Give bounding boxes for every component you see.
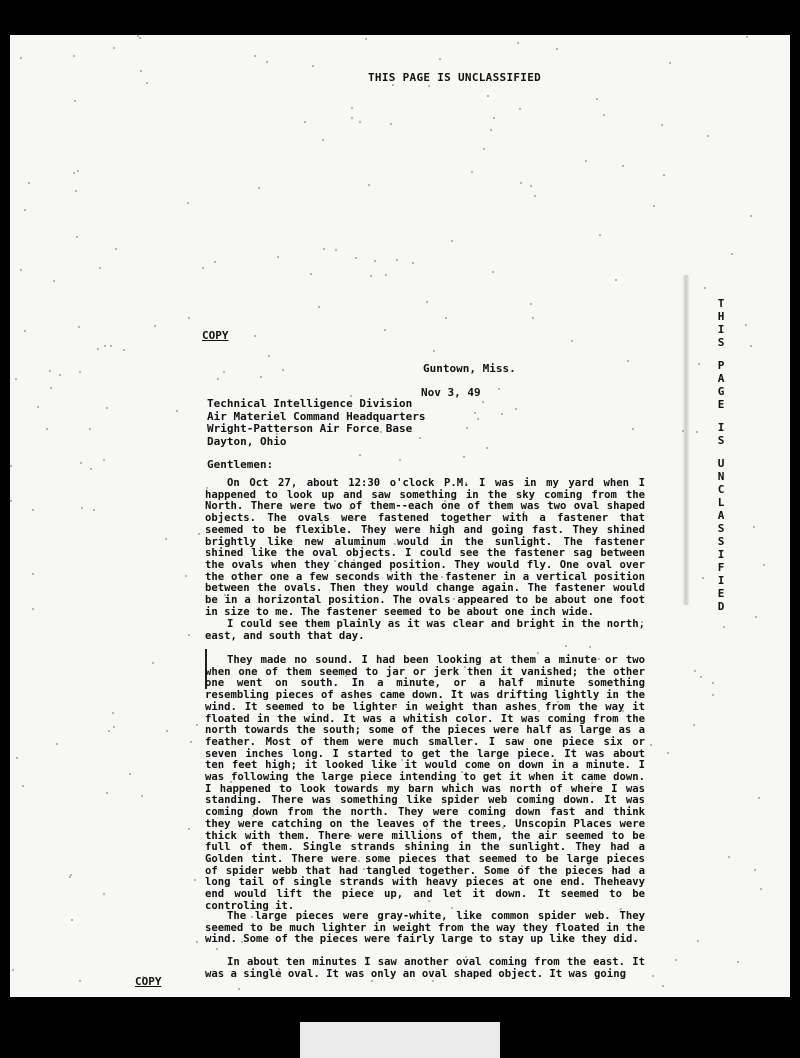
scan-speck [390, 123, 392, 125]
scan-speck [603, 114, 605, 116]
copy-label-bottom: COPY [135, 975, 162, 988]
scan-speck [188, 317, 190, 319]
side-stamp-letter: S [717, 434, 725, 447]
scan-speck [194, 879, 196, 881]
scan-speck [282, 369, 284, 371]
scan-speck [498, 388, 500, 390]
scan-speck [198, 533, 200, 535]
scan-speck [750, 215, 752, 217]
scan-speck [196, 724, 198, 726]
scan-speck [335, 249, 337, 251]
scan-speck [69, 876, 71, 878]
scan-speck [260, 376, 262, 378]
scan-speck [190, 741, 192, 743]
scan-speck [615, 279, 617, 281]
side-stamp-letter: S [717, 336, 725, 349]
scan-speck [519, 108, 521, 110]
scan-speck [530, 303, 532, 305]
scan-speck [32, 608, 34, 610]
scan-speck [471, 171, 473, 173]
scan-speck [599, 234, 601, 236]
scan-speck [697, 940, 699, 942]
scan-speck [370, 275, 372, 277]
document-page [10, 35, 790, 997]
scan-speck [10, 465, 12, 467]
scan-speck [466, 427, 468, 429]
scan-speck [16, 757, 18, 759]
scan-speck [385, 274, 387, 276]
scan-speck [28, 182, 30, 184]
scan-speck [53, 280, 55, 282]
scan-speck [214, 261, 216, 263]
scan-speck [20, 57, 22, 59]
scan-speck [10, 500, 12, 502]
side-stamp-letter: I [717, 574, 725, 587]
scan-speck [728, 856, 730, 858]
scan-speck [696, 431, 698, 433]
scan-speck [188, 634, 190, 636]
scan-speck [758, 797, 760, 799]
scan-speck [312, 65, 314, 67]
scan-speck [76, 236, 78, 238]
scan-speck [22, 785, 24, 787]
side-stamp-letter: S [717, 522, 725, 535]
scan-artifact [682, 275, 690, 605]
letter-place: Guntown, Miss. [423, 362, 516, 375]
scan-speck [106, 792, 108, 794]
scan-speck [59, 374, 61, 376]
scan-speck [745, 324, 747, 326]
side-stamp-letter: F [717, 561, 725, 574]
scan-speck [760, 888, 762, 890]
scan-speck [46, 428, 48, 430]
side-stamp-letter: A [717, 372, 725, 385]
scan-speck [374, 260, 376, 262]
scan-speck [49, 370, 51, 372]
side-classification-stamp [713, 297, 729, 613]
side-stamp-letter: P [717, 359, 725, 372]
scan-speck [268, 355, 270, 357]
scan-speck [351, 117, 353, 119]
scan-speck [463, 456, 465, 458]
scan-speck [24, 209, 26, 211]
scan-speck [662, 985, 664, 987]
side-stamp-letter: E [717, 587, 725, 600]
letter-date: Nov 3, 49 [421, 386, 481, 399]
scan-speck [556, 48, 558, 50]
scan-speck [712, 682, 714, 684]
scan-speck [396, 259, 398, 261]
scan-speck [399, 459, 401, 461]
scan-speck [99, 267, 101, 269]
scan-speck [113, 47, 115, 49]
scan-speck [185, 575, 187, 577]
scan-speck [310, 273, 312, 275]
side-stamp-letter: L [717, 496, 725, 509]
side-stamp-letter: S [717, 535, 725, 548]
scan-speck [351, 107, 353, 109]
scan-speck [73, 55, 75, 57]
scan-speck [90, 468, 92, 470]
copy-label-top: COPY [202, 329, 229, 342]
scan-speck [700, 676, 702, 678]
scan-speck [71, 919, 73, 921]
scan-speck [318, 306, 320, 308]
scan-speck [663, 174, 665, 176]
scan-speck [93, 509, 95, 511]
scan-speck [108, 730, 110, 732]
scan-speck [520, 182, 522, 184]
paragraph-5: In about ten minutes I saw another oval coming from the east. It was a single oval. It was only an oval shaped object. It was going [205, 956, 645, 980]
scan-speck [694, 670, 696, 672]
scan-speck [515, 408, 517, 410]
side-stamp-letter: C [717, 483, 725, 496]
scan-speck [24, 330, 26, 332]
scan-speck [737, 961, 739, 963]
scan-speck [501, 413, 503, 415]
scan-speck [154, 325, 156, 327]
scan-speck [187, 202, 189, 204]
scan-speck [202, 267, 204, 269]
scan-speck [490, 129, 492, 131]
side-stamp-letter: E [717, 398, 725, 411]
scan-speck [129, 773, 131, 775]
scan-speck [627, 360, 629, 362]
side-stamp-letter: H [717, 310, 725, 323]
scan-speck [355, 257, 357, 259]
paragraph-1: On Oct 27, about 12:30 o'clock P.M. I was in my yard when I happened to look up and saw something in the sky coming from the North. There were two of them--each one of them was two oval shaped objects. The ovals were fastened together with a fastener that seemed to be flexible. They were high and going fast. They shined brightly like new aluminum would in the sunlight. The fastener shined like the oval objects. I could see the fastener sag between the ovals when they changed position. They would fly. One oval over the other one a few seconds with the fastener in a vertical position between the ovals. Then they would change again. The fastener would be in a horizontal position. The ovals appeared to be about one foot in size to me. The fastener seemed to be about one inch wide. [205, 477, 645, 618]
scan-speck [78, 326, 80, 328]
scan-speck [682, 430, 684, 432]
scan-speck [176, 410, 178, 412]
scan-speck [746, 36, 748, 38]
side-stamp-letter: U [717, 457, 725, 470]
scan-speck [384, 329, 386, 331]
scan-speck [675, 959, 677, 961]
scan-speck [196, 941, 198, 943]
scan-speck [493, 117, 495, 119]
scan-speck [80, 462, 82, 464]
paragraph-2: I could see them plainly as it was clear and bright in the north, east, and south that day. [205, 618, 645, 642]
scan-speck [486, 447, 488, 449]
scan-speck [104, 345, 106, 347]
scan-speck [693, 724, 695, 726]
scan-speck [392, 84, 394, 86]
scan-speck [723, 626, 725, 628]
scan-speck [451, 240, 453, 242]
scan-speck [707, 135, 709, 137]
scan-speck [731, 253, 733, 255]
scan-speck [103, 893, 105, 895]
paragraph-3: They made no sound. I had been looking at them a minute or two when one of them seemed to jar or jerk then it vanished; the other one went on south. In a minute, or a half minute something resembling pieces of ashes came down. It was drifting lightly in the wind. It seemed to be lighter in weight than ashes from the way it floated in the wind. It was a whitish color. It was coming from the north towards the south; some of the pieces were half as large as a feather. Most of them were much smaller. I saw one piece six or seven inches long. I started to get the large piece. It was about ten feet high; it looked like it would come on down in a minute. I was following the large piece intending to get it when it came down. I happened to look towards my barn which was north of where I was standing. There was something like spider web coming down. It was coming down from the north. They were coming down fast and think they were catching on the leaves of the trees. Unscopin Places were thick with them. There were millions of them, the air seemed to be full of them. Single strands shining in the sunlight. They had a Golden tint. There were some pieces that seemed to be large pieces of spider webb that had tangled together. Some of the pieces had a long tail of single strands with heavy pieces at one end. Theheavy end would lift the piece up, and let it down. It seemed to be controling it. [205, 654, 645, 912]
scan-speck [266, 61, 268, 63]
scan-speck [146, 82, 148, 84]
scan-speck [669, 62, 671, 64]
scan-speck [254, 55, 256, 57]
scan-speck [97, 348, 99, 350]
scan-speck [277, 256, 279, 258]
scan-speck [661, 124, 663, 126]
scan-speck [216, 948, 218, 950]
scan-speck [445, 317, 447, 319]
scan-speck [15, 378, 17, 380]
side-stamp-letter: G [717, 385, 725, 398]
scan-speck [89, 428, 91, 430]
scan-speck [359, 454, 361, 456]
scan-speck [702, 577, 704, 579]
scan-speck [112, 712, 114, 714]
side-stamp-letter: I [717, 323, 725, 336]
scan-speck [141, 795, 143, 797]
scan-speck [20, 269, 22, 271]
scan-speck [517, 42, 519, 44]
scan-speck [223, 371, 225, 373]
scan-speck [589, 646, 591, 648]
scan-speck [530, 185, 532, 187]
scan-speck [188, 828, 190, 830]
scan-speck [532, 317, 534, 319]
scan-speck [304, 121, 306, 123]
scan-speck [712, 694, 714, 696]
scan-speck [322, 139, 324, 141]
scan-bottom-strip [300, 1022, 500, 1058]
scan-speck [77, 170, 79, 172]
side-stamp-letter: D [717, 600, 725, 613]
side-stamp-letter: I [717, 548, 725, 561]
scan-speck [585, 160, 587, 162]
scan-speck [534, 195, 536, 197]
scan-speck [115, 248, 117, 250]
scan-speck [698, 363, 700, 365]
scan-speck [56, 743, 58, 745]
scan-speck [482, 401, 484, 403]
scan-speck [103, 459, 105, 461]
scan-speck [359, 121, 361, 123]
scan-speck [323, 248, 325, 250]
scan-speck [32, 509, 34, 511]
scan-speck [439, 58, 441, 60]
salutation: Gentlemen: [207, 458, 274, 471]
scan-speck [368, 184, 370, 186]
scan-speck [667, 752, 669, 754]
scan-speck [254, 335, 256, 337]
address-line: Technical Intelligence Division [207, 397, 413, 410]
address-line: Air Materiel Command Headquarters [207, 409, 426, 423]
scan-speck [140, 70, 142, 72]
scan-speck [754, 869, 756, 871]
scan-speck [238, 988, 240, 990]
scan-speck [433, 350, 435, 352]
scan-speck [565, 645, 567, 647]
scan-speck [258, 187, 260, 189]
scan-speck [139, 37, 141, 39]
scan-speck [37, 406, 39, 408]
scan-speck [165, 538, 167, 540]
scan-speck [477, 418, 479, 420]
scan-speck [123, 349, 125, 351]
scan-speck [704, 287, 706, 289]
scan-speck [412, 262, 414, 264]
scan-speck [217, 378, 219, 380]
scan-speck [483, 148, 485, 150]
side-stamp-letter: I [717, 421, 725, 434]
scan-speck [166, 730, 168, 732]
scan-speck [50, 387, 52, 389]
scan-speck [113, 726, 115, 728]
address-line: Wright-Patterson Air Force Base [207, 422, 413, 435]
scan-speck [750, 345, 752, 347]
scan-speck [365, 38, 367, 40]
scan-speck [474, 412, 476, 414]
classification-header: THIS PAGE IS UNCLASSIFIED [368, 71, 542, 84]
scan-speck [763, 564, 765, 566]
scan-speck [106, 407, 108, 409]
scan-speck [753, 526, 755, 528]
address-line: Dayton, Ohio [207, 434, 287, 448]
scan-speck [79, 371, 81, 373]
scan-speck [73, 172, 75, 174]
side-stamp-letter: A [717, 509, 725, 522]
paragraph-4: The large pieces were gray-white, like common spider web. They seemed to be much lighter in weight from the way they floated in the wind. Some of the pieces were fairly large to stay up like they did. [205, 910, 645, 946]
scan-speck [152, 662, 154, 664]
scan-speck [632, 428, 634, 430]
recipient-address [207, 398, 426, 448]
scan-speck [428, 85, 430, 87]
side-stamp-letter: T [717, 297, 725, 310]
scan-speck [426, 301, 428, 303]
scan-speck [650, 744, 652, 746]
scan-speck [622, 165, 624, 167]
scan-speck [12, 969, 14, 971]
scan-speck [110, 345, 112, 347]
side-stamp-letter: N [717, 470, 725, 483]
scan-speck [571, 340, 573, 342]
scan-speck [79, 980, 81, 982]
scan-speck [487, 95, 489, 97]
scan-speck [596, 98, 598, 100]
scan-speck [81, 507, 83, 509]
scan-speck [492, 271, 494, 273]
scan-speck [32, 573, 34, 575]
scan-speck [75, 190, 77, 192]
scan-speck [74, 100, 76, 102]
scan-speck [652, 975, 654, 977]
scan-speck [653, 205, 655, 207]
scan-speck [755, 616, 757, 618]
